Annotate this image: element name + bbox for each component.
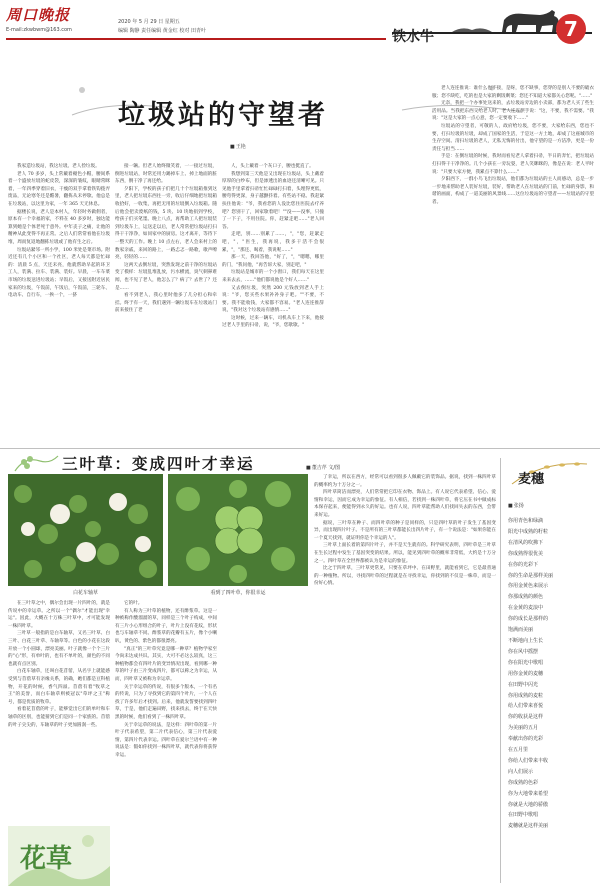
article1-paragraph: 我家造垃圾站，我这垃圾、老人捡垃圾。	[17, 164, 100, 169]
article1-paragraph: 老人 70 多岁，头上常戴着褪色小帽，腰间系着一个盛放垃圾的蛇皮袋，深深的皱纹，眼睛常眯着，一年四季穿着旧衣，干瘦的双手拿着铁钩拨弄废品，无论寒冬还是酷暑，翻拣从未停歇。他总是在垃圾站，以这里为家，一年 365 天无休息。	[8, 171, 110, 207]
poem-line: 饱满而美丽	[508, 627, 534, 634]
article1-paragraph: 又去倒垃圾，突然 200 元钱放到老人手上说："爷，您买些水果补补身子吧。""不要，不要。我不能收钱，大家都不容易。"老人连连推辞说，"我对这个垃圾站有感情……"	[222, 285, 324, 314]
poem-line: 你给人们带来丰收	[508, 757, 549, 764]
article1-paragraph: 老人连连推说：谁什么也不接，是呀，您不缺事，您穿的是别人不要的破衣服；您不缺吃，吃的也是大家的剩饭剩菜；您还不知道大家都关心您呢。"……"	[432, 86, 594, 99]
poem-byline: ■ 张扬	[508, 502, 524, 509]
poem-line: 阳光中成熟的籽粒	[508, 528, 549, 535]
poem-line: 你的收获是这样	[508, 714, 544, 721]
poem-line: 你成熟的色彩	[508, 779, 539, 786]
poem-line: 在清风的吹拂下	[508, 539, 544, 546]
article1-paragraph: 那一天，我回答他，"好了，"，"嗯嗯，哪里的门，"我问他，"再告诉大家，别走吧，"	[222, 255, 324, 268]
masthead-logo: 周口晚报	[6, 6, 71, 24]
poem-line: 你就是大地的骄傲	[508, 801, 549, 808]
poem-line: 在田野中歌唱	[508, 812, 539, 819]
article1-paragraph: 这时候，过来一辆车，司机从车上下来，他接过老人手里的扫帚，说，"爷，您歇歇。"	[222, 315, 324, 329]
article2-paragraph: 关于幸运草的说法，是这样：四叶草的第一片叶子代表希望，第二片代表信心，第三片代表爱情，第四片代表幸运。四叶草在爱尔兰语中有一种说法是：假如你找到一株四叶草，就代表你将获得幸运。	[115, 722, 217, 758]
article2-paragraph: 四叶草简洁而漂亮，人们常常把它印在衣物、饰品上。有人说它代表希望、信心、爱情和幸运，因而它成为幸运的象征。有人相信，若找到一株四叶草，将它压在书中做成标本保存起来，便能得到永久的好运。也有人说，四叶草能帮助人们找回失去的东西，会带来好运。	[314, 490, 496, 518]
poem-title: 麦穗	[518, 472, 545, 487]
poem-line: 你在阳光中歌唱	[508, 659, 544, 666]
article1-column-2	[115, 163, 217, 446]
wheat-icon	[502, 456, 594, 486]
article2-paragraph: 它的叶。	[124, 601, 143, 606]
poem-line: 向人们展示	[508, 768, 534, 775]
article2-column-3-text	[314, 474, 496, 883]
article1-column-1	[8, 163, 110, 446]
article1-paragraph: 接一辆。但老人始终微笑着，一一接过垃圾，倒进垃圾站，时常还用力踢掉车上、掉上地面的脏东西，倒干净了再还给。	[115, 164, 217, 185]
article1-paragraph: 垃圾站紧邻一所小学，100 米处是菜市场。附近还有几个小区和一个社区，老人每天都是忙碌的：清晨 5 点，天还未亮，他就帮助早起的环卫工人，装满、拉车、装满、装好。早晨，一车车菜市场的垃圾送进垃圾站；早饭后，又接送附近居民家来的垃圾，午饭前，午饭后，午饭前，三轮车、电动车、自行车，一挨一个，一挤	[8, 247, 110, 299]
poem-line: 麦穗就是这样美丽	[508, 823, 549, 830]
article2-paragraph: 在三叶草之中，偶尔会出现一片四叶的，就是传说中的幸运草。之所以一个"偶尔"才能出现"幸运"。因此，大概在十万株三叶草中，才可能发现一株四叶草。	[8, 601, 110, 629]
poem-line: 在你的光彩下	[508, 561, 539, 568]
photo2-caption: 看到了四叶草，你很幸运	[210, 590, 266, 596]
article2-paragraph: 有人称为三叶草的植物，还有酢浆草。这是一种被称作酸溜溜的草，同样是三个叶子构成，中间有三片小心形组合的叶子，叶片上没有花纹，形状也与车轴草不同。酢浆草的花瓣有五片，像个小喇叭，黄色的、紫色的都很漂亮。	[115, 608, 217, 644]
article1-paragraph: 夕阳西下，一群小鸟飞出垃圾站，他们都为垃圾站的主人而感动，总是一步一步地来帮助老人装好垃圾，装好，帮助老人在垃圾站的门前，忙碌的身影，和谐的画面，构成了一道美丽的风景线……这位垃圾站的守望者——垃圾站的守望者。	[432, 177, 594, 205]
masthead-date: 2020 年 5 月 29 日 星期五	[118, 19, 180, 25]
page-number-badge: 7	[556, 14, 586, 44]
article2-paragraph: "真正"的三叶草究竟是哪一种草？植物学家至今尚未达成共识。其实，大可不必这么较真，这三种植物都会有四叶片的变异情况出现，看到哪一种草的叶子由三片变成四片，都可以称之为幸运，从而，四叶草又被称为幸运草。	[115, 646, 217, 682]
poem-line: 在五月里	[508, 747, 529, 754]
article1-paragraph: 夕阳下，学校的孩子们把几十个垃圾箱推到这里，老人把垃圾东西往一旁，收后仔细地把垃圾箱收拾好，一收集，再把无用的垃圾倒入垃圾箱。随后他会把卖废纸的钱，5 块、10 块地捐到学校，给孩子们买笔墨。晚上八点，再帮助工人把垃圾装到垃圾车上，运送走以后，老人常常把垃圾站打扫得干干净净，如同家中的厨房。这才离开，等待下一整天的工作。晚上 10 点左右，老人会来村上的数家亲戚，来回的路上，一路忐忑一路歌，歌声嘹亮，轻轻的……	[115, 186, 217, 261]
poem-line: 你的成长是那样的	[508, 616, 549, 623]
poem-line: 你为大地带来希望	[508, 790, 549, 797]
article1-paragraph: 垃圾站是城市的一个小窗口，我们每天在这里来来去去，……"他们都说他是个好人……"	[222, 270, 324, 283]
poem-vertical-rule	[500, 458, 501, 883]
article2-paragraph: 据说，三叶草在种子、而四叶草的种子是同样的，只是四叶草的叶子发生了基因变异，而出现四片叶子。不是所有的三叶草都能长出四片叶子，有一个说法是："如果你能在一个夏天找到，就证明你是个幸运的人"。	[314, 520, 496, 541]
clover-deco-icon	[10, 446, 60, 476]
poem-line: 你成熟得很优美	[508, 550, 544, 557]
article2-paragraph: 关于幸运草的传说，有很多个版本，一个有名的传说，只为了寻找到它的第四个叶片，一个人在找了许多年后才找到。后来，他就发誓要找到四叶草，于是，他们走遍田野，找来找去，终于在天快黑的时候，他们看到了一株四叶草。	[115, 684, 217, 720]
poem-line: 在田野中闪光	[508, 681, 539, 688]
article1-paragraph: 据楼长说，老人是本村人，年轻时务做佣者，原本有一个幸福的家，不料在 40 多岁时，独达能算到她是个体老死于意外。中年丧子之痛，让他的精神从此变得不再正常。之后人们常常看他在垃圾堆，周而复返地翻拣垃圾或了他有生之后。	[8, 209, 110, 245]
article1-paragraph: 人，头上戴着一个灰口子，腰也挺直了。	[231, 164, 314, 169]
poem-line: 用你金黄的麦穗	[508, 670, 544, 677]
photo1-caption: 白花车轴草	[72, 590, 98, 596]
article1-paragraph: 走吧，别……别累了……，"，"您，赶紧走吧，"，"医生，我再说，我多干活不会很累，"，"那还、喝着，我说呢……"	[222, 232, 324, 253]
masthead-email: E-mail:zkwbwm@163.com	[6, 27, 72, 33]
masthead-staff: 编辑 陶静 责任编辑 黄金红 校对 田青叶	[118, 28, 206, 34]
clover-photo-white-flowers	[8, 474, 163, 586]
garden-brand-block	[8, 826, 110, 886]
article1-title: 垃圾站的守望者	[118, 100, 328, 131]
poem-line: 奉献出你的光彩	[508, 736, 544, 743]
article1-column-4	[432, 85, 594, 446]
article1-column-3	[222, 163, 324, 446]
poem-line: 你用成熟的麦粒	[508, 692, 544, 699]
article2-paragraph: 看着花苜蓿的叶子，能够觉出它们的单叶和车轴草的区别，也能猜到它们是同一个家族的。苜蓿的叶子尖尖的，车轴草的叶子更加圆润一些。	[8, 707, 110, 728]
section-name: 铁水牛	[392, 29, 434, 45]
article1-paragraph: 看不到老人，我心里时他多了几分担心和牵挂。终于有一天，我们遇到一辆垃圾车在垃圾站门前来接住了老	[115, 293, 217, 314]
article1-paragraph: 垃圾站的守望者，可敬的人，政府给垃圾，您不要，大家给东西，您也不要，打扫垃圾的垃圾，却成了国家的生活，于是这一方土地，却成了这座城市的生存空间。清扫垃圾的老人，无私无悔的付出，他守望的是一方洁净，更是一份责任与担当……	[432, 123, 594, 152]
article2-column-1	[8, 600, 110, 824]
poem-body	[508, 516, 596, 832]
article1-byline: ■ 王艳	[230, 143, 246, 150]
article2-paragraph: 了幸运，所以在西方，经常可以看到很多人佩戴它的装饰品。据说，找到一株四叶草的概率约为十万分之一。	[314, 475, 496, 488]
article1-paragraph: 这两天去倒垃圾，突然发现之前干净的垃圾站变了模样：垃圾乱堆乱放，污水横流，臭气刺鼻难闻，也不见了老人，他怎么了？病了？去世了？还是……	[115, 262, 217, 291]
article1-paragraph: 我想到第三天他是又出现在垃圾站，头上戴着厚厚的白纱布，但是渗透出的血迹还清晰可见。只见他手里拿着扫帚忙忙碌碌打扫着，头埋得更低，腰弯得更深，身子越颤抖着。有些站不稳。我赶紧扶住他说："爷，我看您的人没比您住医院去疗养吧？您别干了，回家歇着吧！""没——没事，只撞了一下子，不用住院。你，赶紧走吧……"老人回答。	[222, 171, 324, 230]
article2-column-2	[115, 600, 217, 883]
article2-paragraph: 白花车轴草，还叫白花苜蓿，从名字上就能感受到与苜蓿草有亲缘关系，的确，她们都是豆科植物，开花的时候，香气四溢。苜蓿有着"牧草之王"的美誉，而白车轴草则被冠以"草坪之王"称号，都是优质的牧草。	[8, 669, 110, 705]
article2-title: 三叶草：变成四叶才幸运	[62, 455, 255, 473]
poem-line: 你在风中摇摆	[508, 648, 539, 655]
article2-paragraph: 三叶草上面长着的第四片叶子，并不是天生就有的。科学研究表明，四叶草是三叶草在生长过程中发生了基因突变的结果。所以，能见到四叶草的概率非常低，大约是十万分之一。四叶草在全世界都被认为是幸运的象征。	[314, 543, 496, 564]
poem-line: 不断地向上生长	[508, 637, 544, 644]
poem-line: 为美丽的五月	[508, 725, 539, 732]
poem-line: 你那成熟的颜色	[508, 594, 544, 601]
poem-line: 你用青色和绿滴	[508, 518, 544, 524]
poem-line: 你用金黄色来展示	[508, 583, 549, 590]
article2-paragraph: 三叶草一般指的是白车轴草，又名三叶草、白三叶、白花三叶草、车轴草等。白色的小花在这段开放一个小圆球，漂亮美丽。叶子就像一个个三片的"心"形，有单叶的，也有不单叶的，颜色的不同也就有点区别。	[8, 631, 110, 667]
article1-paragraph: 手是：在倒垃圾的时候，我时而看见老人拿着扫帚，半日的奔忙，把垃圾站打扫得干干净净的。几个小孩在一旁玩耍，老人笑眯眯的，像是在说：老人平时说："只要大家方便，我累点不算什么……"	[432, 154, 594, 175]
masthead-rule	[6, 38, 386, 40]
article2-paragraph: 比之于四叶草，三叶草更常见，只要在草坪中、在田野里，就能看到它，它是最普通的一种植物。所以，寻找四叶草的过程就是在寻找幸运，你找到的不仅是一株草，而是一份好心情。	[314, 566, 496, 587]
article1-paragraph: 无奈，我把一个办事处送来的，去垃圾站旁边的小卖部，都为老人买了些生活用品。当我把东西交给老人时，老人连连摆手说："这，不要，我不需要。"我说："这是大家的一点心意，您一定要收下……"	[432, 101, 594, 122]
garden-brand-text: 花草	[20, 844, 73, 874]
poem-line: 在金黄的麦浪中	[508, 605, 544, 612]
poem-line: 你的生命是那样美丽	[508, 572, 554, 579]
poem-line: 给人们带来喜悦	[508, 703, 544, 710]
section-divider	[0, 448, 600, 449]
article2-byline: ■ 董吉芹 文/图	[306, 464, 340, 471]
